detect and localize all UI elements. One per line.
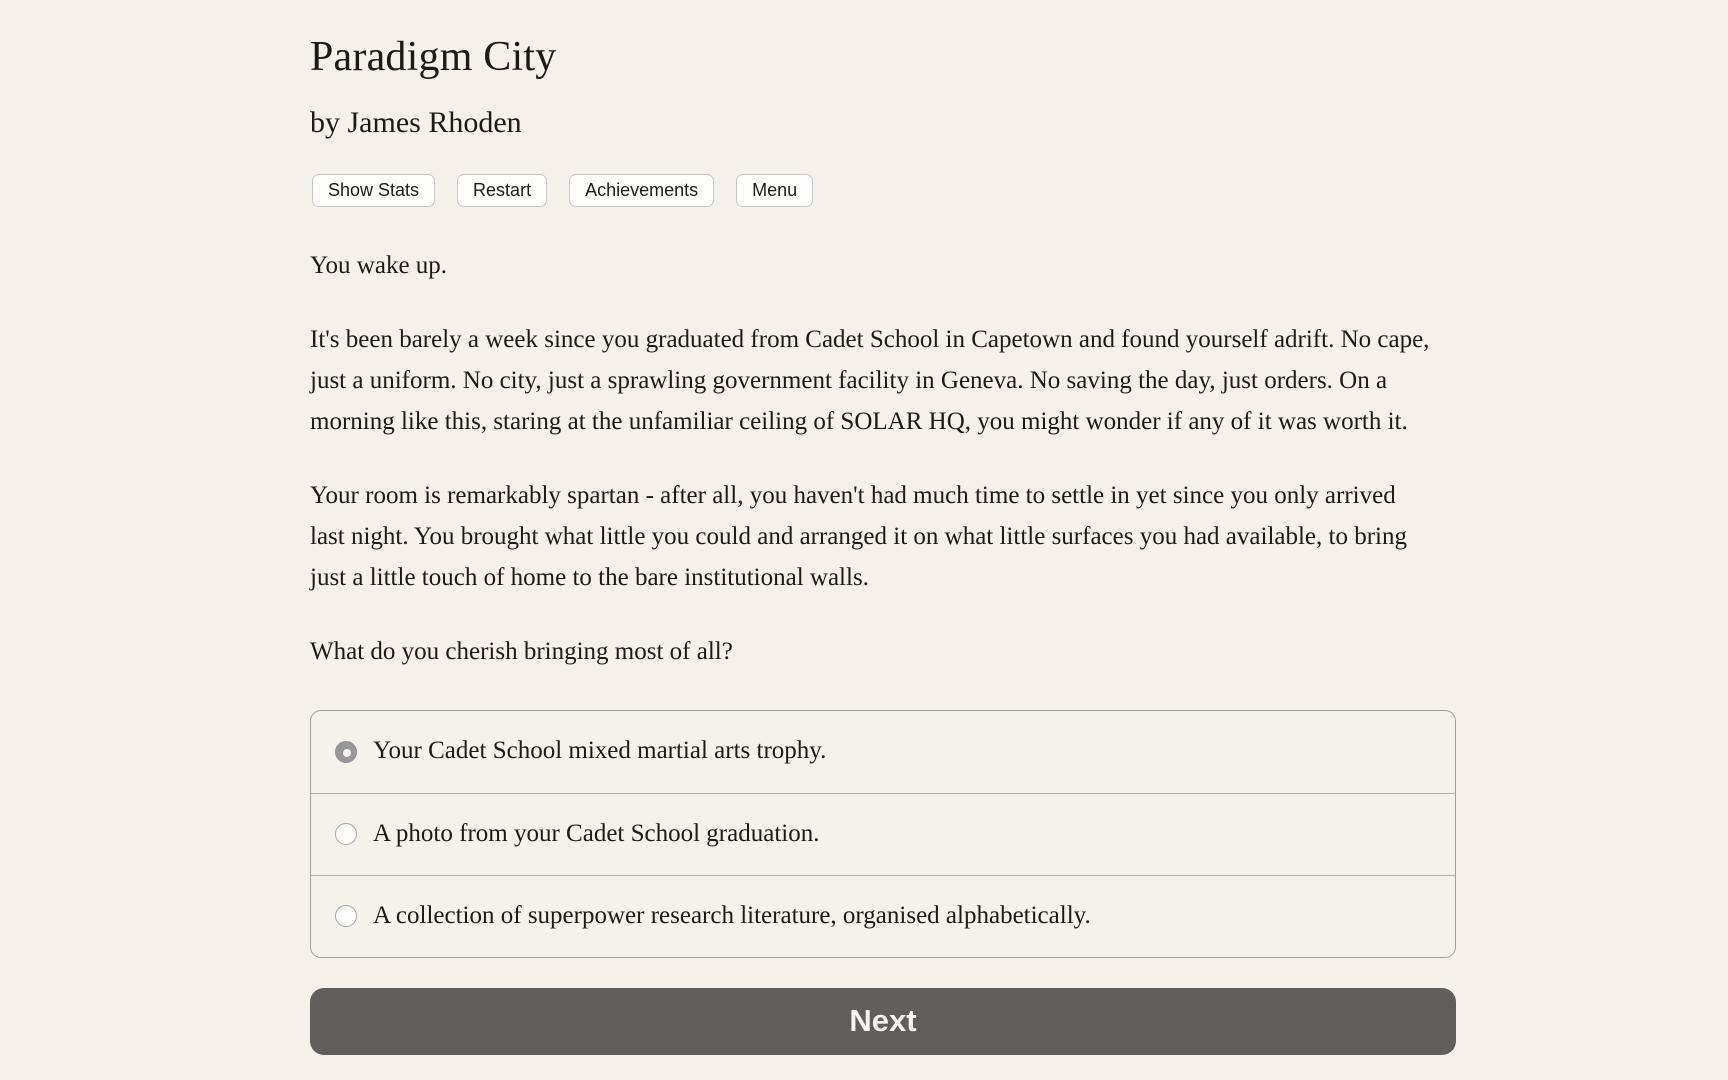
radio-button-icon[interactable] [335,823,357,845]
radio-button-icon[interactable] [335,905,357,927]
story-paragraph: You wake up. [310,251,448,279]
story-paragraph: Your room is remarkably spartan - after all, you haven't had much time to settle in yet since you only arrived last night. You brought what little you could and arranged it on what little surfaces you had available, to bring just a little touch of home to the bare institutional walls. [310,481,1407,591]
choice-option-literature[interactable] [311,875,1455,957]
next-button[interactable]: Next [310,988,1456,1055]
achievements-button[interactable]: Achievements [569,174,714,207]
toolbar [312,174,1456,207]
show-stats-button[interactable]: Show Stats [312,174,435,207]
choice-group [310,710,1456,958]
story-paragraph: It's been barely a week since you graduated from Cadet School in Capetown and found yourself adrift. No cape, just a uniform. No city, just a sprawling government facility in Geneva. No saving the day, just orders. On a morning like this, staring at the unfamiliar ceiling of SOLAR HQ, you might wonder if any of it was worth it. [310,325,1430,435]
choice-label: A photo from your Cadet School graduation. [373,819,820,847]
choice-option-trophy[interactable] [311,711,1455,793]
menu-button[interactable]: Menu [736,174,813,207]
radio-button-icon[interactable] [335,741,357,763]
choice-label: A collection of superpower research literature, organised alphabetically. [373,901,1091,929]
choice-option-photo[interactable] [311,793,1455,875]
story-page [310,0,1456,1055]
restart-button[interactable]: Restart [457,174,547,207]
author-byline: by James Rhoden [310,106,522,140]
story-question: What do you cherish bringing most of all? [310,637,733,665]
choice-label: Your Cadet School mixed martial arts trophy. [373,737,827,765]
story-text [310,245,1456,672]
page-title: Paradigm City [310,34,557,80]
